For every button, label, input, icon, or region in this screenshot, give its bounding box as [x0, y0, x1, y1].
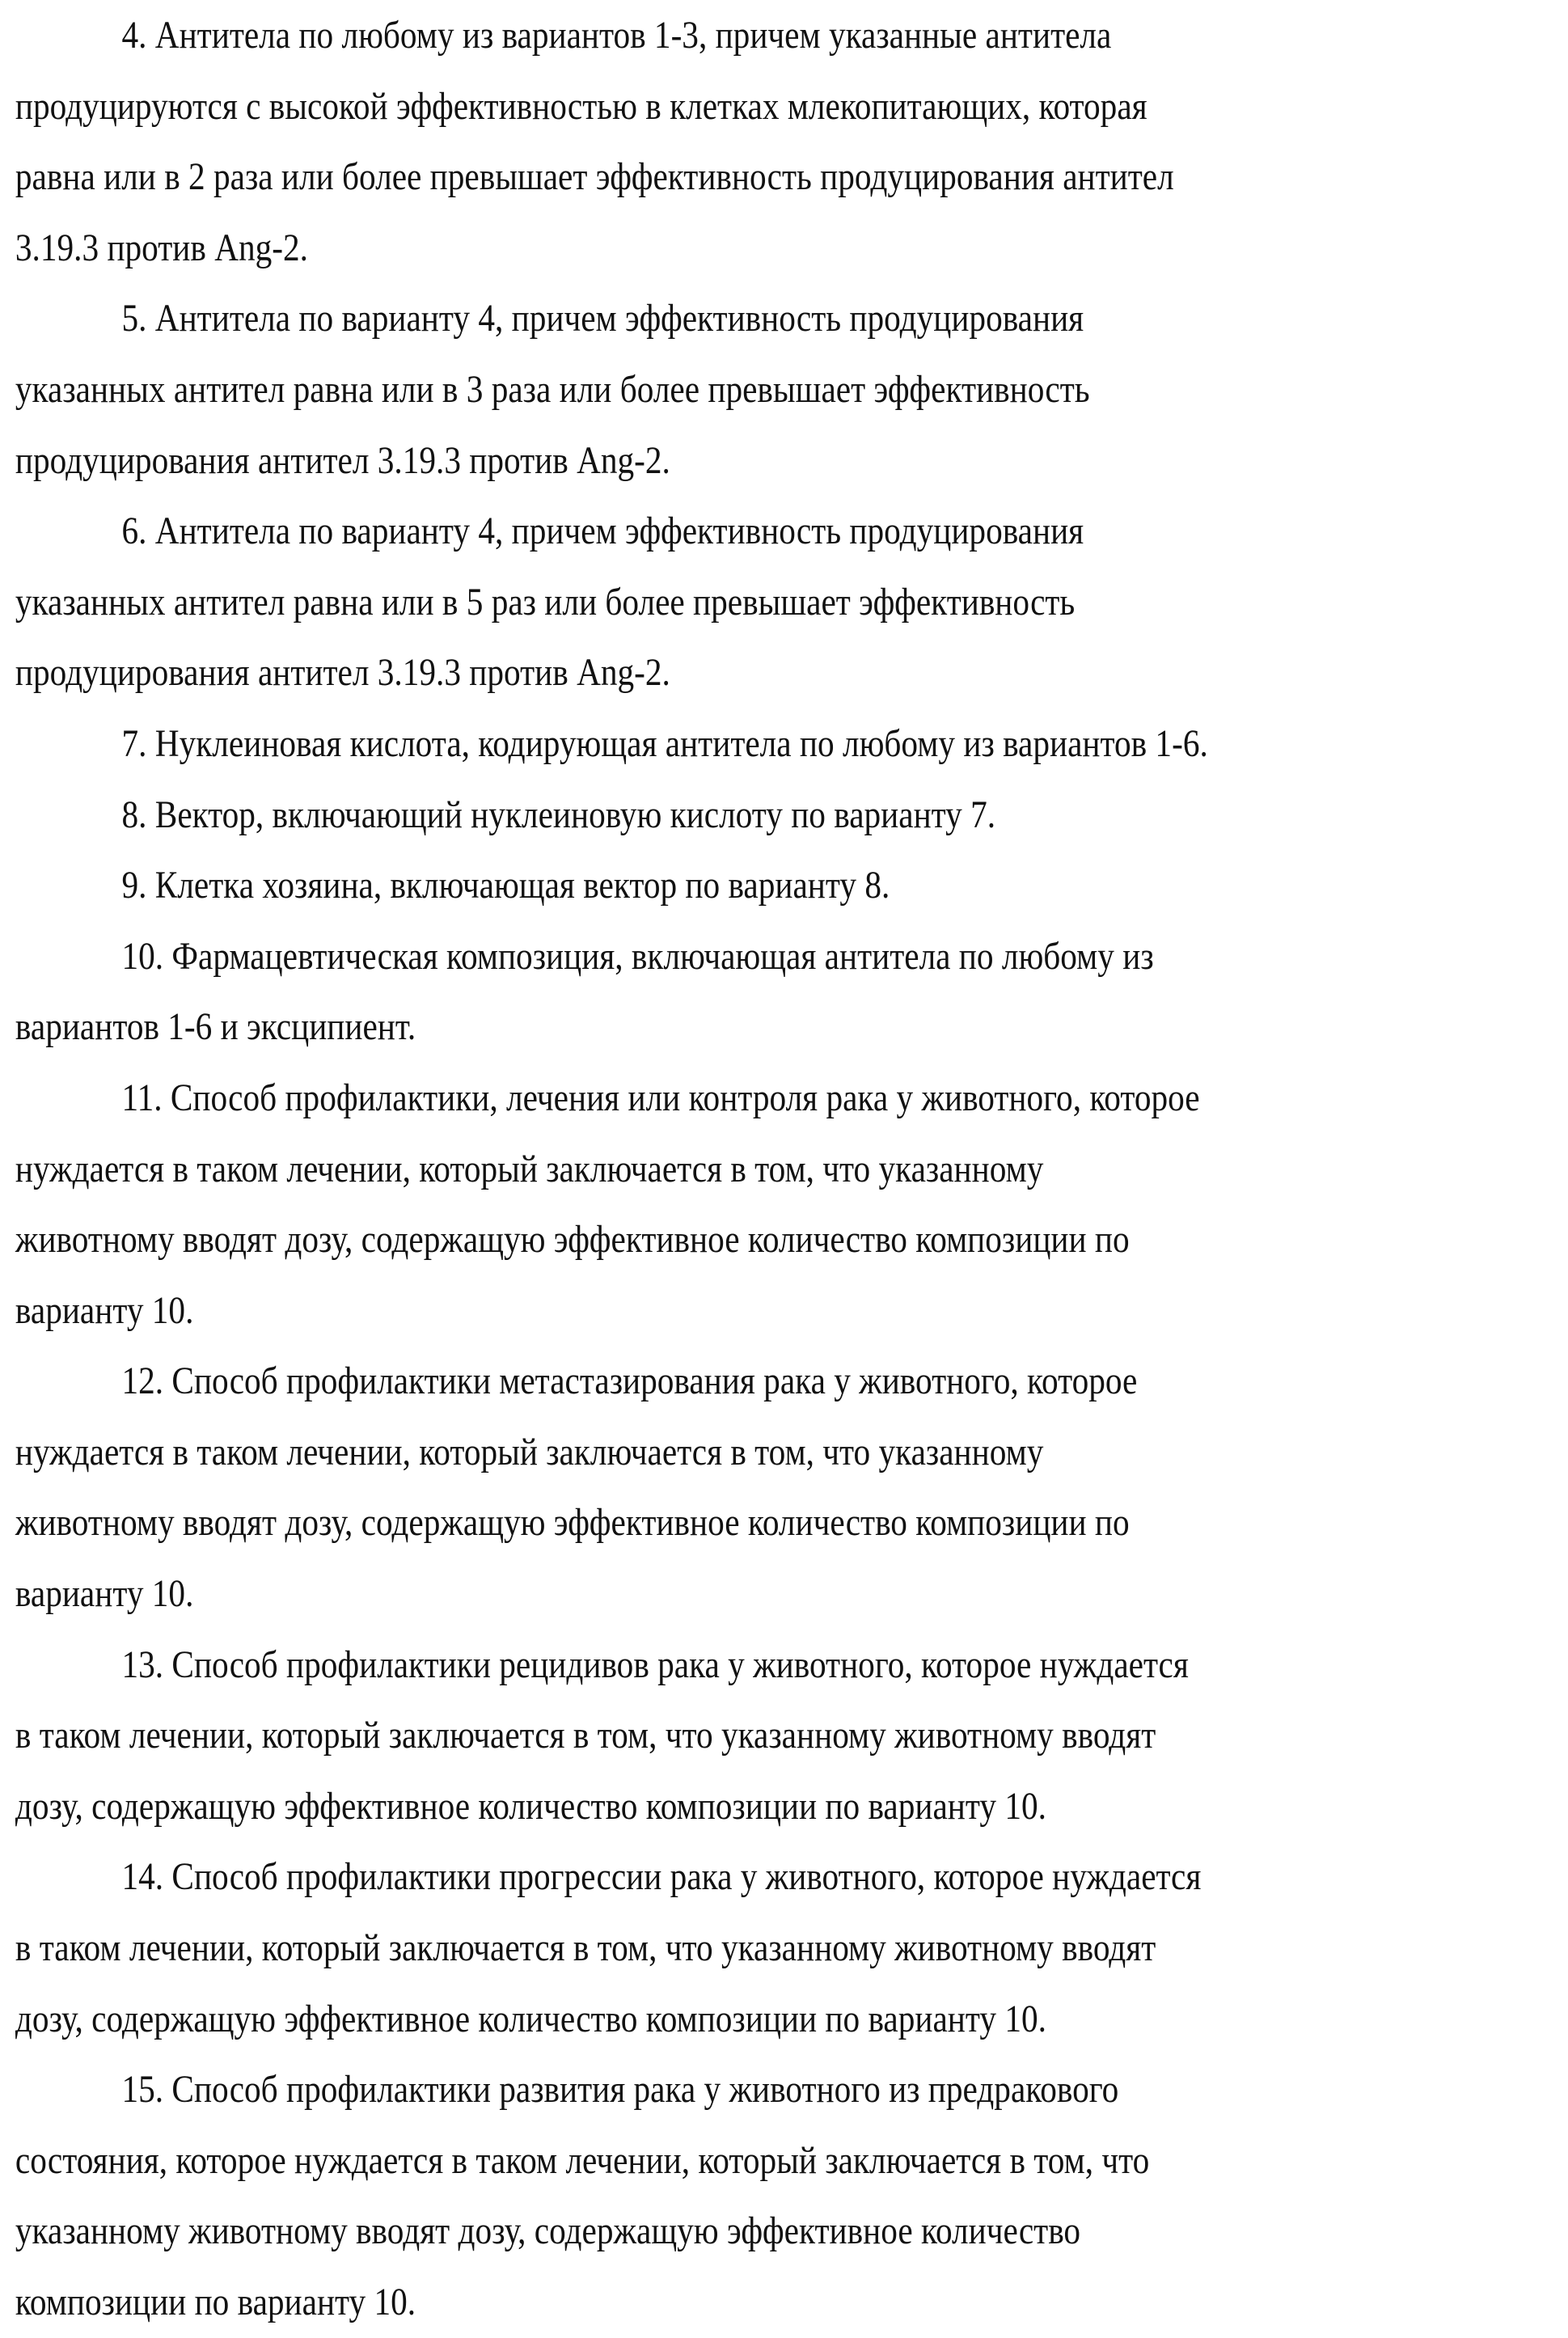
claim-line: 10. Фармацевтическая композиция, включающая антитела по любому из: [121, 934, 1154, 978]
claim-line: указанных антител равна или в 5 раз или более превышает эффективность: [15, 580, 1076, 624]
claim-line: 9. Клетка хозяина, включающая вектор по варианту 8.: [121, 864, 890, 907]
claim-line: 13. Способ профилактики рецидивов рака у животного, которое нуждается: [121, 1643, 1189, 1686]
claim-line: указанных антител равна или в 3 раза или более превышает эффективность: [15, 367, 1090, 411]
claim-line: 6. Антитела по варианту 4, причем эффективность продуцирования: [121, 509, 1084, 553]
claim-15: [0, 2054, 1568, 2337]
claim-line: продуцируются с высокой эффективностью в клетках млекопитающих, которая: [15, 84, 1147, 128]
claim-line: 12. Способ профилактики метастазирования рака у животного, которое: [121, 1359, 1138, 1403]
claim-line: нуждается в таком лечении, который заключается в том, что указанному: [15, 1147, 1044, 1190]
claim-line: композиции по варианту 10.: [15, 2281, 416, 2323]
claim-line: 11. Способ профилактики, лечения или контроля рака у животного, которое: [121, 1076, 1200, 1119]
claim-line: 8. Вектор, включающий нуклеиновую кислоту по варианту 7.: [121, 793, 996, 836]
claim-5: [0, 283, 1568, 496]
claim-line: дозу, содержащую эффективное количество композиции по варианту 10.: [15, 1997, 1046, 2040]
claim-line: животному вводят дозу, содержащую эффективное количество композиции по: [15, 1218, 1130, 1262]
claim-line: 7. Нуклеиновая кислота, кодирующая антитела по любому из вариантов 1-6.: [121, 721, 1208, 765]
claim-9: [0, 850, 1568, 921]
claim-line: 5. Антитела по варианту 4, причем эффективность продуцирования: [121, 297, 1084, 340]
claim-6: [0, 496, 1568, 708]
claim-line: 15. Способ профилактики развития рака у животного из предракового: [121, 2068, 1119, 2112]
claim-line: 14. Способ профилактики прогрессии рака у животного, которое нуждается: [121, 1855, 1202, 1899]
claim-line: равна или в 2 раза или более превышает эффективность продуцирования антител: [15, 155, 1174, 199]
claim-11: [0, 1063, 1568, 1346]
claim-line: дозу, содержащую эффективное количество композиции по варианту 10.: [15, 1784, 1046, 1828]
claim-line: продуцирования антител 3.19.3 против Ang-2.: [15, 651, 670, 695]
claim-8: [0, 780, 1568, 851]
claim-line: состояния, которое нуждается в таком лечении, который заключается в том, что: [15, 2138, 1150, 2182]
claim-13: [0, 1630, 1568, 1842]
claim-line: варианту 10.: [15, 1572, 194, 1616]
claim-4: [0, 0, 1568, 283]
claim-line: нуждается в таком лечении, который заключается в том, что указанному: [15, 1430, 1044, 1473]
claim-7: [0, 708, 1568, 780]
claim-line: в таком лечении, который заключается в том, что указанному животному вводят: [15, 1926, 1156, 1970]
claim-line: животному вводят дозу, содержащую эффективное количество композиции по: [15, 1501, 1130, 1545]
claim-line: 3.19.3 против Ang-2.: [15, 226, 309, 269]
claim-line: вариантов 1-6 и эксципиент.: [15, 1005, 416, 1049]
claim-line: 4. Антитела по любому из вариантов 1-3, причем указанные антитела: [121, 14, 1112, 57]
claim-10: [0, 921, 1568, 1063]
claim-line: указанному животному вводят дозу, содержащую эффективное количество: [15, 2209, 1081, 2253]
claim-12: [0, 1346, 1568, 1629]
claim-line: в таком лечении, который заключается в том, что указанному животному вводят: [15, 1714, 1156, 1757]
claim-14: [0, 1841, 1568, 2054]
claim-line: продуцирования антител 3.19.3 против Ang-2.: [15, 438, 670, 482]
claim-line: варианту 10.: [15, 1288, 194, 1332]
